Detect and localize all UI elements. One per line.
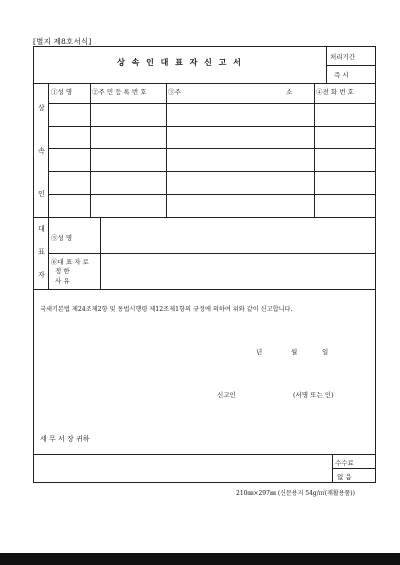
- fee-label: 수수료: [335, 459, 354, 467]
- reporter-sign: (서명 또는 인): [293, 391, 334, 399]
- form-title: 상 속 인 대 표 자 신 고 서: [117, 57, 243, 67]
- bottom-bar: [0, 553, 400, 565]
- form-code: [별지 제8호서식]: [33, 37, 92, 46]
- heir-address-header: ③주: [168, 88, 181, 96]
- rep-side-char: 대: [38, 225, 45, 233]
- declaration-statement: 국세기본법 제24조제2항 및 동법시행령 제12조제1항의 규정에 의하여 위와 같이 신고합니다.: [40, 306, 293, 313]
- rep-name-label: ⑤성 명: [51, 234, 73, 242]
- reporter-label: 신고인: [217, 391, 236, 399]
- date-month: 월: [291, 348, 298, 356]
- form-frame: [33, 46, 376, 483]
- addressee: 세 무 서 장 귀하: [40, 435, 90, 443]
- heir-side-char: 인: [38, 190, 45, 198]
- fee-value: 없 음: [337, 473, 352, 481]
- processing-period-value: 즉 시: [334, 71, 349, 79]
- rep-side-char: 표: [38, 248, 45, 256]
- heir-phone-header: ④전 화 번 호: [316, 88, 354, 96]
- heir-rrn-header: ②주 민 등 록 번 호: [92, 88, 147, 96]
- heir-side-char: 상: [38, 104, 45, 112]
- processing-period-label: 처리기간: [330, 53, 356, 61]
- heir-address-header-suffix: 소: [286, 88, 293, 96]
- rep-reason-label-1: ⑥대 표 자 로: [51, 258, 89, 266]
- heir-side-char: 속: [38, 147, 45, 155]
- rep-reason-label-2: 정 한: [55, 267, 70, 275]
- rep-reason-label-3: 사 유: [55, 277, 70, 285]
- date-year: 년: [256, 348, 263, 356]
- paper-size-note: 210㎜×297㎜ (신문용지 54g/㎡(재활용품)): [236, 490, 355, 497]
- rep-side-char: 자: [38, 271, 45, 279]
- heir-name-header: ①성 명: [51, 88, 73, 96]
- date-day: 일: [322, 348, 329, 356]
